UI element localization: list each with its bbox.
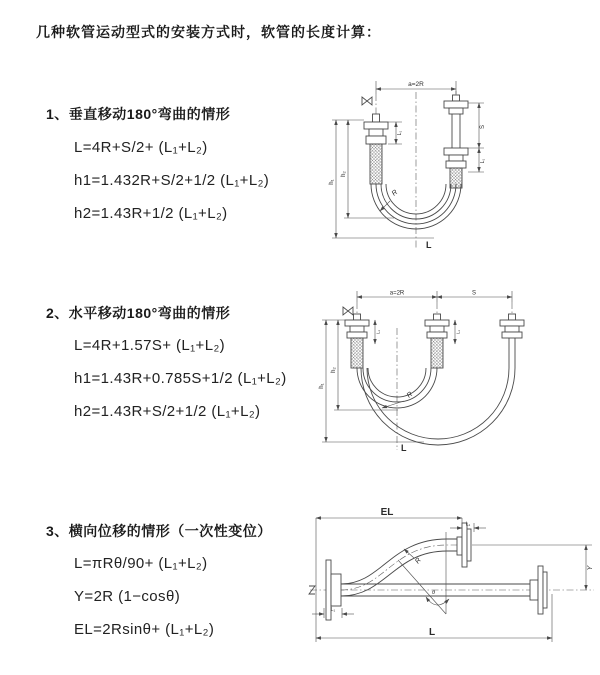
- section3-formula-el: EL=2Rsinθ+ (L₁+L₂): [74, 621, 215, 638]
- radius-label: R: [390, 188, 400, 198]
- dim-label-l1-left: L₁: [397, 130, 403, 136]
- dim-label-l1-left: L₁: [330, 607, 336, 613]
- section3-heading: 3、横向位移的情形（一次性变位）: [46, 523, 272, 539]
- angle-label: θ: [432, 590, 435, 596]
- braided-hose-section: [351, 338, 363, 368]
- section3-formula-y: Y=2R (1−cosθ): [74, 588, 181, 605]
- length-label: L: [428, 627, 436, 638]
- section2-heading: 2、水平移动180°弯曲的情形: [46, 305, 231, 321]
- section1-formula-l: L=4R+S/2+ (L₁+L₂): [74, 139, 208, 156]
- diagram-lateral-displacement: [302, 502, 600, 654]
- diagram-vertical-180-bend: [318, 74, 530, 252]
- section2-formula-h1: h1=1.43R+0.785S+1/2 (L₁+L₂): [74, 370, 287, 387]
- diagram-horizontal-180-bend: [312, 284, 564, 456]
- section1-formula-h2: h2=1.43R+1/2 (L₁+L₂): [74, 205, 228, 222]
- radius-label: R: [405, 390, 415, 400]
- dim-label-h2: h₂: [341, 171, 347, 177]
- dim-label-l1-mid: L₁: [455, 329, 461, 335]
- dim-label-h1: h₁: [319, 383, 325, 389]
- length-label: L: [401, 443, 407, 453]
- page-title: 几种软管运动型式的安装方式时，软管的长度计算：: [36, 24, 381, 40]
- radius-label: R: [414, 556, 423, 566]
- section1-heading: 1、垂直移动180°弯曲的情形: [46, 106, 231, 122]
- dim-label-y: Y: [587, 565, 594, 571]
- section1-formula-h1: h1=1.432R+S/2+1/2 (L₁+L₂): [74, 172, 270, 189]
- braided-hose-section: [431, 338, 443, 368]
- dim-label-a2r: a=2R: [389, 290, 405, 297]
- dim-label-l1-top: L₁: [465, 521, 471, 528]
- valve-icon: [343, 307, 353, 315]
- dim-label-l1-left: L₁: [375, 329, 381, 335]
- length-label: L: [426, 240, 432, 250]
- section2-formula-l: L=4R+1.57S+ (L₁+L₂): [74, 337, 226, 354]
- dim-label-a2r: a=2R: [408, 81, 424, 88]
- section2-formula-h2: h2=1.43R+S/2+1/2 (L₁+L₂): [74, 403, 261, 420]
- braided-hose-section: [370, 144, 382, 184]
- dim-label-h2: h₂: [331, 367, 337, 373]
- dim-label-s: S: [480, 124, 486, 130]
- valve-icon: [362, 97, 372, 105]
- dim-label-l1-right: L₁: [480, 158, 486, 164]
- dim-label-s: S: [471, 290, 477, 297]
- dim-label-h1: h₁: [329, 179, 335, 185]
- section3-formula-l: L=πRθ/90+ (L₁+L₂): [74, 555, 208, 572]
- dim-label-el: EL: [380, 507, 394, 518]
